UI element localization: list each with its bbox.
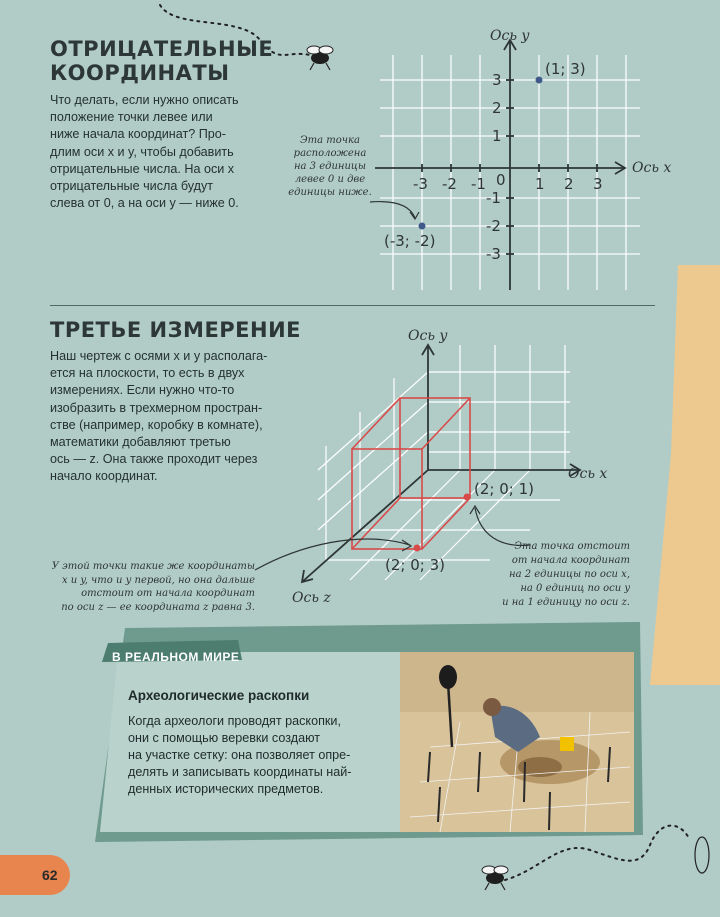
section1-line: Что делать, если нужно описать — [50, 93, 239, 107]
x-tick: 2 — [564, 175, 574, 193]
y-tick: -1 — [486, 189, 501, 207]
annotation-line: на 0 единиц по оси y — [520, 583, 630, 594]
realworld-body — [128, 713, 398, 798]
section1-line: отрицательные числа. На оси x — [50, 161, 235, 176]
annotation-line: расположена — [293, 148, 367, 159]
realworld-line: делять и записывать координаты най- — [128, 765, 352, 779]
y-tick: -2 — [486, 217, 501, 235]
section1-line: слева от 0, а на оси y — ниже 0. — [50, 196, 239, 211]
section2-line: изобразить в трехмерном простран- — [50, 400, 263, 415]
section2-line: начало координат. — [50, 469, 158, 484]
section2-line: математики добавляют третью — [50, 435, 231, 450]
section1-line: длим оси x и y, чтобы добавить — [50, 144, 234, 159]
annotation-line: от начала координат — [511, 555, 630, 566]
annotation-line: по оси z — ее координата z равна 3. — [61, 601, 255, 613]
point-1-label: (2; 0; 1) — [474, 480, 534, 498]
annotation-line: на 3 единицы — [293, 161, 367, 172]
realworld-tag: В РЕАЛЬНОМ МИРЕ — [112, 650, 240, 664]
realworld-title: Археологические раскопки — [128, 688, 310, 703]
section1-title-line2: КООРДИНАТЫ — [50, 61, 230, 85]
annotation-line: отстоит от начала координат — [81, 588, 255, 599]
page-number: 62 — [42, 867, 58, 883]
axis-z-label-3d: Ось z — [292, 590, 331, 606]
point-a-label: (1; 3) — [545, 60, 586, 78]
realworld-line: денных исторических предметов. — [128, 782, 324, 796]
y-tick: 1 — [492, 127, 502, 145]
point-b-label: (-3; -2) — [384, 232, 436, 250]
section2-line: ось — z. Она также проходит через — [50, 452, 258, 467]
section1-title-line1: ОТРИЦАТЕЛЬНЫЕ — [50, 37, 274, 61]
section2-title: ТРЕТЬЕ ИЗМЕРЕНИЕ — [50, 318, 302, 342]
section2-line: ется на плоскости, то есть в двух — [50, 366, 245, 381]
x-tick: 1 — [535, 175, 545, 193]
y-tick: -3 — [486, 245, 501, 263]
annotation-line: и на 1 единицу по оси z. — [502, 597, 630, 608]
annotation-line: Эта точка отстоит — [514, 541, 630, 552]
x-tick: 3 — [593, 175, 603, 193]
realworld-line: они с помощью веревки создают — [128, 731, 321, 745]
annotation-line: Эта точка — [300, 135, 360, 146]
x-tick: -1 — [471, 175, 486, 193]
axis-x-label-3d: Ось x — [568, 466, 608, 482]
archaeology-photo — [400, 652, 634, 832]
section1-line: положение точки левее или — [50, 110, 213, 125]
axis-y-label-3d: Ось y — [408, 328, 448, 344]
axis-x-label-2d: Ось x — [632, 160, 672, 176]
section2-line: стве (например, коробку в комнате), — [50, 417, 263, 432]
axis-y-label-2d: Ось y — [490, 28, 530, 44]
section1-line: ниже начала координат? Про- — [50, 127, 226, 142]
x-tick: -2 — [442, 175, 457, 193]
section2-line: измерениях. Если нужно что-то — [50, 383, 235, 398]
annotation-line: левее 0 и две — [294, 174, 366, 185]
realworld-line: Когда археологи проводят раскопки, — [128, 714, 341, 728]
point-2-label: (2; 0; 3) — [385, 556, 445, 574]
section2-line: Наш чертеж с осями x и y располага- — [50, 349, 268, 363]
annotation-line: У этой точки такие же координаты — [51, 561, 255, 572]
annotation-line: x и y, что и у первой, но она дальше — [61, 574, 255, 586]
y-tick: 2 — [492, 99, 502, 117]
x-tick: 0 — [496, 171, 506, 189]
section1-line: отрицательные числа будут — [50, 179, 214, 194]
x-tick: -3 — [413, 175, 428, 193]
y-tick: 3 — [492, 71, 502, 89]
annotation-line: единицы ниже. — [288, 187, 372, 198]
realworld-line: на участке сетку: она позволяет опре- — [128, 748, 351, 762]
annotation-line: на 2 единицы по оси x, — [509, 569, 630, 580]
page-number-tab — [0, 855, 70, 895]
